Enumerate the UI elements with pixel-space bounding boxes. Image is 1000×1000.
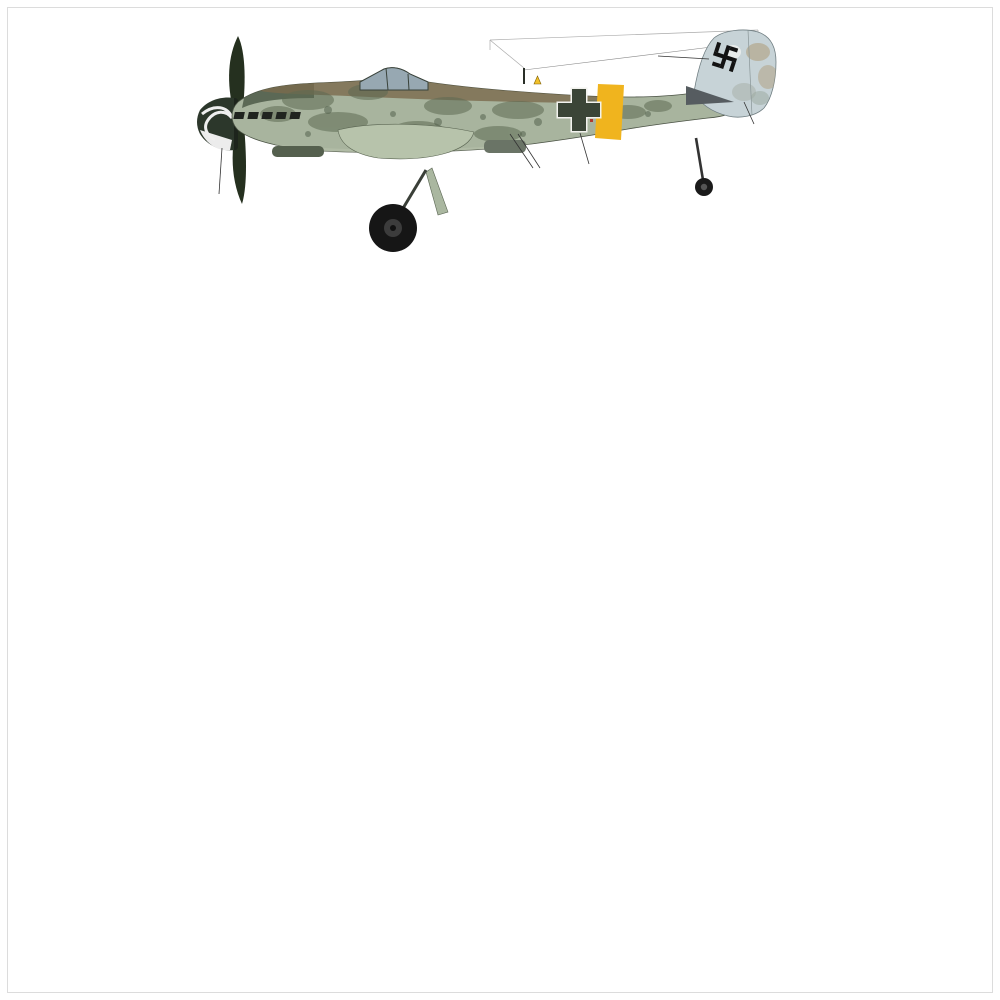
- canopy: [360, 68, 428, 90]
- aircraft-profile-art: [188, 22, 808, 254]
- wing-root: [338, 124, 474, 159]
- aircraft-profile-figure: [188, 22, 808, 254]
- fuel-triangle-mark: [590, 119, 593, 122]
- oil-cooler: [272, 146, 324, 157]
- tail-wheel: [695, 138, 713, 196]
- radiator: [484, 140, 526, 153]
- octane-triangle: [534, 76, 541, 84]
- exhaust-stacks: [233, 112, 300, 119]
- spinner: [197, 98, 234, 151]
- landing-gear: [369, 168, 448, 252]
- barracudacals-logo: [198, 924, 368, 956]
